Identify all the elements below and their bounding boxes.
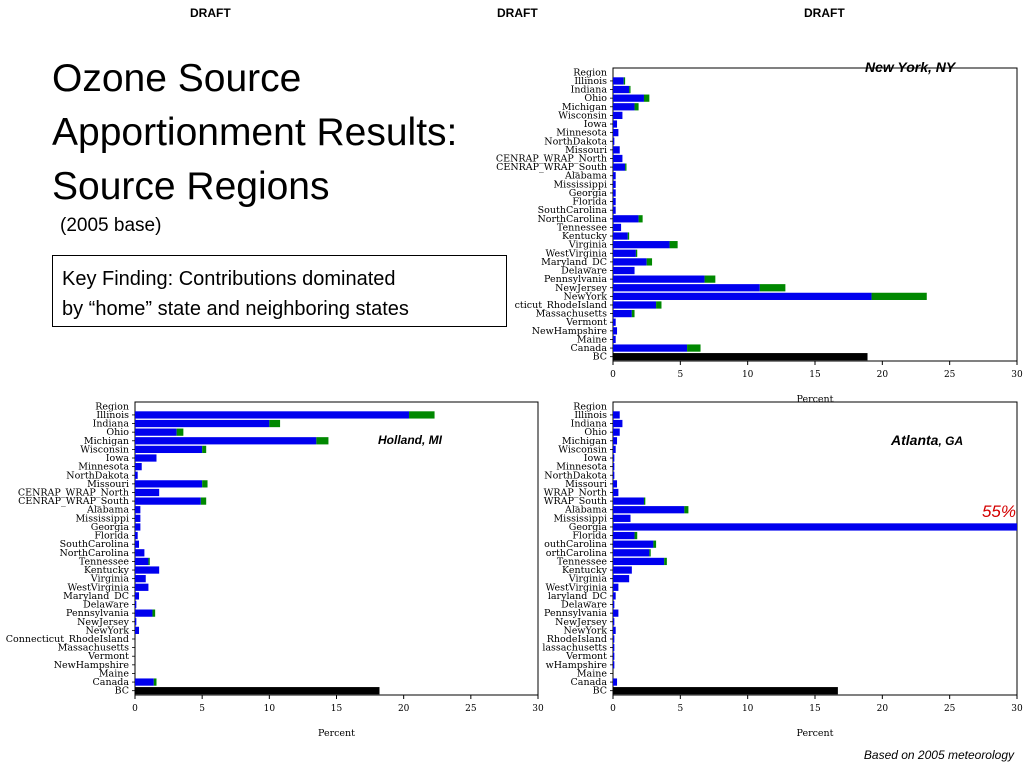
atlanta-bar-illinois-s1 xyxy=(613,411,620,418)
holland-category-label: Georgia xyxy=(90,521,129,533)
new-york-bar-michigan-s2 xyxy=(635,103,639,110)
key-finding-line-1: Key Finding: Contributions dominated xyxy=(62,268,396,290)
new-york-category-label: Mississippi xyxy=(553,179,607,191)
atlanta-bar-delaware-s1 xyxy=(613,601,614,608)
key-finding-line-2: by “home” state and neighboring states xyxy=(62,298,409,320)
new-york-bar-missouri-s1 xyxy=(613,146,620,153)
page-title-line-2: Apportionment Results: xyxy=(52,111,458,154)
new-york-category-label: Michigan xyxy=(561,101,607,113)
atlanta-category-label: NorthDakota xyxy=(544,470,607,482)
new-york-category-label: Maine xyxy=(576,334,607,346)
atlanta-category-label: Florida xyxy=(572,530,607,542)
holland-category-label: NorthDakota xyxy=(66,470,129,482)
atlanta-category-label: Georgia xyxy=(568,521,607,533)
holland-bar-missouri-s1 xyxy=(135,480,202,487)
holland-bar-indiana-s1 xyxy=(135,420,269,427)
atlanta-x-tick-label: 25 xyxy=(943,704,956,714)
atlanta-x-tick-label: 10 xyxy=(741,704,754,714)
new-york-bar-cenrap-wrap-north-s1 xyxy=(613,155,622,162)
atlanta-bar-cenrap-wrap-south-s2 xyxy=(644,497,645,504)
new-york-bar-westvirginia-s1 xyxy=(613,250,636,257)
atlanta-bar-alabama-s2 xyxy=(684,506,688,513)
new-york-bar-connecticut-rhodeisland-s1 xyxy=(613,301,656,308)
holland-category-axis-title: Region xyxy=(95,401,129,413)
atlanta-bar-southcarolina-s2 xyxy=(653,541,656,548)
atlanta-category-label: Missouri xyxy=(565,478,607,490)
atlanta-bar-newhampshire-s1 xyxy=(613,661,614,668)
holland-bar-northdakota-s1 xyxy=(135,472,138,479)
atlanta-category-label: Virginia xyxy=(568,573,607,585)
atlanta-bar-newyork-s1 xyxy=(613,627,616,634)
new-york-category-label: Canada xyxy=(570,343,607,355)
new-york-category-label: Missouri xyxy=(565,144,607,156)
atlanta-category-label: Illinois xyxy=(574,409,607,421)
chart-caption-atlanta-city: Atlanta xyxy=(891,432,939,448)
holland-category-label: Maine xyxy=(98,668,129,680)
new-york-bar-minnesota-s1 xyxy=(613,129,618,136)
atlanta-category-label: Ohio xyxy=(584,427,607,439)
atlanta-category-label: NewJersey xyxy=(555,616,607,628)
page-subtitle: (2005 base) xyxy=(60,215,162,236)
new-york-bar-massachusetts-s1 xyxy=(613,310,632,317)
atlanta-bar-indiana-s1 xyxy=(613,420,622,427)
atlanta-bar-northcarolina-s2 xyxy=(649,549,650,556)
atlanta-bar-southcarolina-s1 xyxy=(613,541,653,548)
atlanta-category-label: Tennessee xyxy=(556,556,607,568)
new-york-bar-pennsylvania-s2 xyxy=(705,276,716,283)
atlanta-bar-georgia-s1 xyxy=(613,523,1017,530)
new-york-bar-northcarolina-s1 xyxy=(613,215,639,222)
holland-category-label: Vermont xyxy=(88,651,129,663)
atlanta-bar-northcarolina-s1 xyxy=(613,549,649,556)
holland-category-label: Illinois xyxy=(96,409,129,421)
atlanta-category-label: Kentucky xyxy=(562,565,607,577)
holland-bar-ohio-s2 xyxy=(177,429,184,436)
holland-category-label: WestVirginia xyxy=(67,582,129,594)
chart-caption-new-york: New York, NY xyxy=(865,59,956,75)
atlanta-category-label: WRAP_South xyxy=(543,496,607,508)
new-york-x-tick-label: 20 xyxy=(876,370,889,380)
holland-x-tick-label: 25 xyxy=(465,704,477,714)
new-york-bar-kentucky-s2 xyxy=(628,232,629,239)
atlanta-category-label: RhodeIsland xyxy=(546,633,607,645)
holland-bar-illinois-s2 xyxy=(409,411,435,418)
atlanta-bar-kentucky-s1 xyxy=(613,566,632,573)
new-york-bar-canada-s1 xyxy=(613,344,687,351)
atlanta-category-axis-title: Region xyxy=(573,401,607,413)
new-york-bar-iowa-s1 xyxy=(613,120,617,127)
new-york-x-tick-label: 30 xyxy=(1011,370,1023,380)
atlanta-bar-westvirginia-s1 xyxy=(613,584,618,591)
atlanta-bar-bc-s1 xyxy=(613,687,838,694)
atlanta-bar-maryland-dc-s1 xyxy=(613,592,616,599)
new-york-category-axis-title: Region xyxy=(573,67,607,79)
new-york-bar-newhampshire-s1 xyxy=(613,327,617,334)
new-york-category-label: NewHampshire xyxy=(531,325,607,337)
holland-x-tick-label: 10 xyxy=(263,704,276,714)
page-title-line-3: Source Regions xyxy=(52,165,330,208)
new-york-category-label: SouthCarolina xyxy=(537,205,607,217)
new-york-bar-virginia-s2 xyxy=(670,241,678,248)
new-york-category-label: Maryland_DC xyxy=(541,256,607,268)
new-york-x-tick-label: 25 xyxy=(943,370,956,380)
atlanta-x-tick-label: 15 xyxy=(809,704,821,714)
footnote: Based on 2005 meteorology xyxy=(863,748,1014,762)
atlanta-bar-newjersey-s1 xyxy=(613,618,614,625)
atlanta-bar-massachusetts-s1 xyxy=(613,644,614,651)
atlanta-category-label: Wisconsin xyxy=(558,444,607,456)
holland-category-label: Indiana xyxy=(92,418,129,430)
chart-caption-holland: Holland, MI xyxy=(378,433,442,447)
holland-category-label: Virginia xyxy=(90,573,129,585)
new-york-bar-northdakota-s1 xyxy=(613,138,614,145)
chart-caption-atlanta xyxy=(891,432,963,448)
holland-bar-cenrap-wrap-south-s2 xyxy=(201,497,206,504)
holland-category-label: CENRAP_WRAP_North xyxy=(17,487,129,499)
new-york-category-label: WestVirginia xyxy=(545,248,607,260)
chart-caption-atlanta-state: , GA xyxy=(938,434,964,448)
new-york-plot-frame xyxy=(613,68,1017,361)
page-title-line-1: Ozone Source xyxy=(52,57,302,100)
new-york-bar-newyork-s1 xyxy=(613,293,872,300)
atlanta-x-tick-label: 20 xyxy=(876,704,889,714)
atlanta-category-label: Maine xyxy=(576,668,607,680)
new-york-category-label: Massachusetts xyxy=(535,308,607,320)
new-york-bar-newyork-s2 xyxy=(872,293,927,300)
atlanta-category-label: lassachusetts xyxy=(542,642,607,654)
atlanta-bar-pennsylvania-s1 xyxy=(613,610,618,617)
holland-bar-cenrap-wrap-north-s1 xyxy=(135,489,159,496)
holland-category-label: BC xyxy=(114,685,129,697)
holland-category-label: Wisconsin xyxy=(80,444,129,456)
georgia-callout: 55% xyxy=(981,502,1016,521)
holland-category-label: NewYork xyxy=(85,625,129,637)
holland-bar-canada-s1 xyxy=(135,678,154,685)
atlanta-bar-tennessee-s2 xyxy=(664,558,667,565)
new-york-bar-maine-s1 xyxy=(613,336,616,343)
draft-label-left: DRAFT xyxy=(190,6,231,20)
holland-bar-iowa-s1 xyxy=(135,454,156,461)
holland-bar-illinois-s1 xyxy=(135,411,409,418)
atlanta-category-label: Mississippi xyxy=(553,513,607,525)
atlanta-bar-virginia-s1 xyxy=(613,575,629,582)
new-york-bar-ohio-s1 xyxy=(613,95,644,102)
holland-bar-tennessee-s2 xyxy=(148,558,149,565)
atlanta-category-label: orthCarolina xyxy=(545,547,607,559)
holland-category-label: Alabama xyxy=(87,504,129,516)
new-york-bar-massachusetts-s2 xyxy=(632,310,635,317)
atlanta-x-tick-label: 30 xyxy=(1011,704,1023,714)
new-york-category-label: Florida xyxy=(572,196,607,208)
new-york-bar-cenrap-wrap-south-s2 xyxy=(625,163,626,170)
atlanta-category-label: Canada xyxy=(570,677,607,689)
atlanta-category-label: laryland_DC xyxy=(547,590,607,602)
new-york-bar-maryland-dc-s1 xyxy=(613,258,647,265)
new-york-bar-canada-s2 xyxy=(687,344,700,351)
new-york-bar-illinois-s1 xyxy=(613,77,624,84)
new-york-x-tick-label: 0 xyxy=(610,370,616,380)
holland-category-label: SouthCarolina xyxy=(59,539,129,551)
holland-bar-indiana-s2 xyxy=(269,420,280,427)
atlanta-category-label: Iowa xyxy=(583,453,607,465)
atlanta-bar-wisconsin-s1 xyxy=(613,446,616,453)
atlanta-bar-cenrap-wrap-north-s1 xyxy=(613,489,618,496)
holland-category-label: Minnesota xyxy=(78,461,129,473)
holland-category-label: Ohio xyxy=(106,427,129,439)
holland-bar-florida-s1 xyxy=(135,532,138,539)
new-york-bar-bc-s1 xyxy=(613,353,868,360)
new-york-category-label: Ohio xyxy=(584,93,607,105)
atlanta-category-label: Indiana xyxy=(570,418,607,430)
new-york-category-label: Virginia xyxy=(568,239,607,251)
holland-category-label: Michigan xyxy=(83,435,129,447)
atlanta-bar-alabama-s1 xyxy=(613,506,684,513)
atlanta-x-tick-label: 5 xyxy=(677,704,684,714)
new-york-category-label: Pennsylvania xyxy=(544,274,607,286)
holland-bar-northcarolina-s1 xyxy=(135,549,144,556)
holland-category-label: NewJersey xyxy=(77,616,129,628)
atlanta-bar-ohio-s1 xyxy=(613,429,620,436)
new-york-bar-wisconsin-s1 xyxy=(613,112,622,119)
holland-bar-missouri-s2 xyxy=(202,480,207,487)
holland-bar-michigan-s2 xyxy=(316,437,328,444)
new-york-bar-georgia-s1 xyxy=(613,189,616,196)
atlanta-category-label: WRAP_North xyxy=(543,487,607,499)
holland-category-label: Maryland_DC xyxy=(63,590,129,602)
new-york-category-label: Wisconsin xyxy=(558,110,607,122)
holland-bar-pennsylvania-s2 xyxy=(152,610,155,617)
new-york-category-label: Illinois xyxy=(574,75,607,87)
holland-bar-virginia-s1 xyxy=(135,575,146,582)
atlanta-bar-iowa-s1 xyxy=(613,454,614,461)
new-york-category-label: CENRAP_WRAP_North xyxy=(495,153,607,165)
holland-category-label: Kentucky xyxy=(84,565,129,577)
atlanta-bar-canada-s1 xyxy=(613,678,617,685)
new-york-bar-florida-s1 xyxy=(613,198,616,205)
new-york-bar-vermont-s1 xyxy=(613,319,616,326)
holland-x-tick-label: 15 xyxy=(330,704,343,714)
new-york-category-label: BC xyxy=(592,351,607,363)
new-york-bar-mississippi-s1 xyxy=(613,181,616,188)
holland-category-label: NorthCarolina xyxy=(59,547,129,559)
new-york-bar-pennsylvania-s1 xyxy=(613,276,705,283)
holland-category-label: NewHampshire xyxy=(53,659,129,671)
holland-bar-canada-s2 xyxy=(154,678,157,685)
holland-category-label: Massachusetts xyxy=(57,642,129,654)
holland-bar-pennsylvania-s1 xyxy=(135,610,152,617)
new-york-bar-cenrap-wrap-south-s1 xyxy=(613,163,625,170)
holland-category-label: Iowa xyxy=(105,453,129,465)
holland-bar-michigan-s1 xyxy=(135,437,316,444)
atlanta-category-label: Michigan xyxy=(561,435,607,447)
holland-category-label: Missouri xyxy=(87,478,129,490)
atlanta-bar-michigan-s1 xyxy=(613,437,617,444)
new-york-category-label: Iowa xyxy=(583,119,607,131)
new-york-bar-illinois-s2 xyxy=(624,77,625,84)
atlanta-bar-missouri-s1 xyxy=(613,480,617,487)
holland-bar-kentucky-s1 xyxy=(135,566,159,573)
holland-bar-alabama-s1 xyxy=(135,506,140,513)
holland-x-tick-label: 0 xyxy=(132,704,138,714)
new-york-bar-maryland-dc-s2 xyxy=(647,258,652,265)
draft-label-center: DRAFT xyxy=(497,6,538,20)
new-york-bar-northcarolina-s2 xyxy=(639,215,643,222)
new-york-category-label: NorthCarolina xyxy=(537,213,607,225)
atlanta-category-label: wHampshire xyxy=(545,659,607,671)
holland-category-label: Canada xyxy=(92,677,129,689)
atlanta-bar-florida-s1 xyxy=(613,532,635,539)
new-york-category-label: Indiana xyxy=(570,84,607,96)
holland-category-label: Tennessee xyxy=(78,556,129,568)
holland-category-label: CENRAP_WRAP_South xyxy=(18,496,129,508)
atlanta-category-label: BC xyxy=(592,685,607,697)
new-york-bar-ohio-s2 xyxy=(644,95,649,102)
new-york-bar-newjersey-s2 xyxy=(760,284,786,291)
atlanta-bar-cenrap-wrap-south-s1 xyxy=(613,497,644,504)
new-york-bar-connecticut-rhodeisland-s2 xyxy=(656,301,661,308)
new-york-category-label: Minnesota xyxy=(556,127,607,139)
atlanta-bar-tennessee-s1 xyxy=(613,558,664,565)
new-york-x-tick-label: 10 xyxy=(741,370,754,380)
new-york-bar-indiana-s2 xyxy=(629,86,630,93)
holland-bar-minnesota-s1 xyxy=(135,463,142,470)
new-york-bar-southcarolina-s1 xyxy=(613,207,616,214)
new-york-category-label: cticut_RhodeIsland xyxy=(514,299,607,311)
holland-bar-southcarolina-s1 xyxy=(135,541,139,548)
holland-category-label: Pennsylvania xyxy=(66,608,129,620)
holland-category-label: Florida xyxy=(94,530,129,542)
holland-bar-cenrap-wrap-south-s1 xyxy=(135,497,201,504)
new-york-bar-virginia-s1 xyxy=(613,241,670,248)
holland-x-axis-title: Percent xyxy=(317,728,356,739)
atlanta-category-label: NewYork xyxy=(563,625,607,637)
atlanta-bar-florida-s2 xyxy=(635,532,638,539)
holland-category-label: Connecticut_RhodeIsland xyxy=(5,633,129,645)
atlanta-category-label: WestVirginia xyxy=(545,582,607,594)
holland-bar-mississippi-s1 xyxy=(135,515,140,522)
new-york-category-label: Georgia xyxy=(568,187,607,199)
new-york-bar-indiana-s1 xyxy=(613,86,629,93)
new-york-bar-tennessee-s1 xyxy=(613,224,621,231)
new-york-bar-michigan-s1 xyxy=(613,103,635,110)
draft-label-right: DRAFT xyxy=(804,6,845,20)
new-york-bar-kentucky-s1 xyxy=(613,232,628,239)
holland-x-tick-label: 20 xyxy=(397,704,410,714)
holland-bar-bc-s1 xyxy=(135,687,379,694)
new-york-x-tick-label: 5 xyxy=(677,370,684,380)
holland-bar-wisconsin-s2 xyxy=(202,446,206,453)
atlanta-x-axis-title: Percent xyxy=(796,728,834,739)
atlanta-bar-minnesota-s1 xyxy=(613,463,614,470)
holland-bar-wisconsin-s1 xyxy=(135,446,202,453)
atlanta-category-label: Delaware xyxy=(561,599,607,611)
atlanta-bar-northdakota-s1 xyxy=(613,472,614,479)
new-york-x-tick-label: 15 xyxy=(809,370,821,380)
holland-x-tick-label: 30 xyxy=(532,704,544,714)
holland-bar-maryland-dc-s1 xyxy=(135,592,139,599)
new-york-category-label: Delaware xyxy=(561,265,607,277)
atlanta-category-label: Alabama xyxy=(565,504,607,516)
atlanta-bar-connecticut-rhodeisland-s1 xyxy=(613,635,614,642)
holland-bar-georgia-s1 xyxy=(135,523,140,530)
new-york-category-label: NorthDakota xyxy=(544,136,607,148)
new-york-bar-delaware-s1 xyxy=(613,267,635,274)
new-york-category-label: NewYork xyxy=(563,291,607,303)
atlanta-category-label: Pennsylvania xyxy=(544,608,607,620)
holland-bar-newyork-s1 xyxy=(135,627,139,634)
holland-category-label: Mississippi xyxy=(75,513,129,525)
holland-bar-newjersey-s1 xyxy=(135,618,136,625)
holland-category-label: Delaware xyxy=(83,599,129,611)
atlanta-bar-vermont-s1 xyxy=(613,653,614,660)
atlanta-category-label: outhCarolina xyxy=(544,539,607,551)
new-york-category-label: NewJersey xyxy=(555,282,607,294)
atlanta-x-tick-label: 0 xyxy=(610,704,616,714)
holland-bar-tennessee-s1 xyxy=(135,558,148,565)
atlanta-bar-mississippi-s1 xyxy=(613,515,631,522)
atlanta-category-label: Minnesota xyxy=(556,461,607,473)
new-york-bar-alabama-s1 xyxy=(613,172,616,179)
atlanta-category-label: Vermont xyxy=(566,651,607,663)
new-york-category-label: Vermont xyxy=(566,317,607,329)
holland-bar-westvirginia-s1 xyxy=(135,584,148,591)
holland-bar-ohio-s1 xyxy=(135,429,177,436)
new-york-category-label: Tennessee xyxy=(556,222,607,234)
new-york-category-label: Kentucky xyxy=(562,231,607,243)
holland-bar-delaware-s1 xyxy=(135,601,136,608)
holland-x-tick-label: 5 xyxy=(199,704,206,714)
new-york-bar-newjersey-s1 xyxy=(613,284,760,291)
new-york-x-axis-title: Percent xyxy=(796,394,834,405)
new-york-category-label: CENRAP_WRAP_South xyxy=(496,162,607,174)
new-york-bar-westvirginia-s2 xyxy=(636,250,637,257)
new-york-category-label: Alabama xyxy=(565,170,607,182)
